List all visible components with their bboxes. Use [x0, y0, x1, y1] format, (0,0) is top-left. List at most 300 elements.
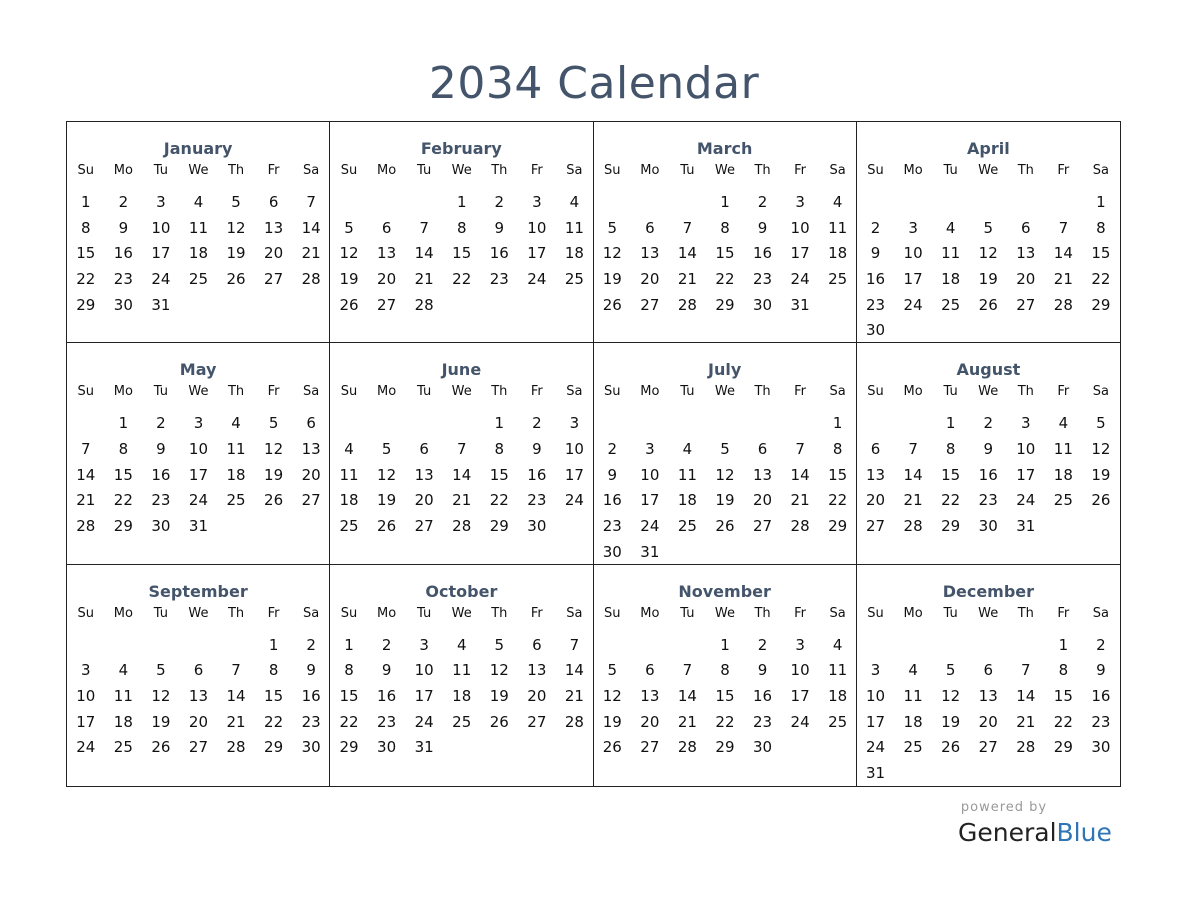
date-cell: 27: [865, 517, 886, 536]
empty-cell: [631, 411, 669, 437]
date-cell: 21: [677, 270, 697, 289]
date-cell: 9: [381, 661, 392, 680]
date-cell: 5: [1096, 414, 1106, 433]
date-cell: 25: [1053, 491, 1073, 510]
date-cell: 22: [489, 491, 509, 510]
empty-cell: [857, 411, 895, 437]
weekday-label: Mo: [903, 163, 923, 178]
date-cell: 14: [301, 218, 321, 237]
month-name: November: [678, 581, 771, 601]
weekday-label: Su: [867, 384, 884, 400]
calendar-grid: [66, 121, 1121, 787]
date-cell: 4: [344, 440, 354, 459]
date-cell: 30: [301, 738, 321, 757]
date-cell: 16: [602, 491, 622, 510]
date-cell: 8: [456, 218, 467, 237]
date-cell: 2: [870, 218, 881, 237]
weekday-label: Tu: [943, 163, 958, 178]
month-march: [594, 122, 857, 343]
date-cell: 21: [414, 270, 434, 289]
date-cell: 5: [156, 661, 166, 680]
date-cell: 1: [945, 414, 956, 433]
date-cell: 19: [715, 491, 735, 510]
empty-cell: [894, 633, 932, 659]
date-cell: 5: [381, 440, 392, 459]
date-cell: 21: [301, 244, 321, 263]
date-cell: 3: [795, 193, 805, 211]
month-september: [67, 565, 330, 786]
date-cell: 27: [640, 295, 660, 314]
date-cell: 18: [828, 687, 848, 706]
date-cell: 23: [865, 295, 886, 314]
weekday-label: Fr: [1057, 605, 1070, 621]
date-cell: 19: [489, 687, 509, 706]
date-cell: 17: [151, 244, 171, 263]
date-cell: 10: [865, 687, 886, 706]
date-cell: 8: [832, 440, 843, 459]
date-cell: 22: [941, 491, 961, 510]
date-cell: 12: [489, 661, 509, 680]
date-cell: 26: [226, 270, 246, 289]
date-cell: 10: [1016, 440, 1036, 459]
weekday-label: Th: [491, 605, 508, 621]
date-cell: 19: [978, 270, 998, 289]
weekday-label: Sa: [566, 163, 583, 178]
month-name: October: [425, 581, 498, 601]
date-cell: 25: [828, 270, 848, 289]
empty-cell: [1045, 190, 1083, 216]
date-cell: 21: [1053, 270, 1073, 289]
weekday-label: Sa: [829, 605, 846, 621]
weekday-label: Tu: [153, 163, 169, 178]
date-cell: 17: [903, 270, 923, 289]
date-cell: 2: [757, 193, 768, 211]
date-cell: 30: [752, 738, 773, 757]
date-cell: 24: [790, 712, 810, 731]
date-cell: 31: [640, 542, 660, 561]
date-cell: 24: [76, 738, 96, 757]
month-name: February: [420, 139, 502, 158]
date-cell: 14: [76, 465, 96, 484]
date-cell: 13: [640, 244, 660, 263]
date-cell: 3: [81, 661, 91, 680]
date-cell: 21: [564, 687, 584, 706]
date-cell: 13: [752, 465, 773, 484]
date-cell: 18: [1053, 465, 1073, 484]
date-cell: 26: [264, 491, 284, 510]
date-cell: 4: [945, 218, 956, 237]
date-cell: 27: [414, 517, 434, 536]
date-cell: 5: [607, 661, 618, 680]
weekday-label: Mo: [640, 384, 660, 400]
weekday-label: Su: [340, 605, 358, 621]
month-may: [67, 343, 330, 564]
date-cell: 2: [607, 440, 618, 459]
date-cell: 27: [527, 712, 547, 731]
date-cell: 4: [118, 661, 129, 680]
date-cell: 14: [452, 465, 472, 484]
weekday-label: Fr: [1057, 163, 1070, 178]
date-cell: 9: [1096, 661, 1106, 680]
date-cell: 24: [903, 295, 923, 314]
date-cell: 30: [527, 517, 547, 536]
date-cell: 26: [978, 295, 998, 314]
date-cell: 8: [1096, 218, 1106, 237]
weekday-header: [594, 163, 857, 178]
date-cell: 23: [151, 491, 171, 510]
weekday-label: Mo: [377, 605, 397, 621]
date-cell: 7: [569, 635, 580, 654]
date-cell: 7: [795, 440, 805, 459]
date-cell: 29: [489, 517, 509, 536]
date-cell: 18: [113, 712, 133, 731]
date-cell: 10: [903, 244, 923, 263]
date-cell: 7: [1058, 218, 1069, 237]
weekday-label: Su: [77, 605, 95, 621]
date-grid: [857, 633, 1120, 787]
date-cell: 16: [1091, 687, 1111, 706]
weekday-header: [67, 384, 330, 399]
date-cell: 25: [226, 491, 246, 510]
date-cell: 5: [268, 414, 279, 433]
date-cell: 13: [865, 465, 886, 484]
date-cell: 11: [941, 244, 961, 263]
weekday-label: Th: [1017, 384, 1034, 400]
date-cell: 22: [113, 491, 133, 510]
date-cell: 17: [414, 687, 434, 706]
date-cell: 28: [903, 517, 923, 536]
weekday-label: Su: [867, 605, 884, 621]
date-cell: 6: [645, 218, 655, 237]
date-cell: 21: [677, 712, 697, 731]
date-cell: 10: [564, 440, 584, 459]
month-january: [67, 122, 330, 343]
date-cell: 17: [640, 491, 660, 510]
empty-cell: [142, 633, 180, 659]
date-cell: 8: [81, 218, 91, 237]
weekday-header: [857, 606, 1120, 621]
month-name: June: [441, 360, 482, 380]
date-cell: 4: [569, 193, 580, 211]
date-cell: 12: [1091, 440, 1111, 459]
date-cell: 11: [903, 687, 923, 706]
date-cell: 30: [752, 295, 773, 314]
empty-cell: [706, 411, 744, 437]
date-cell: 29: [715, 295, 735, 314]
empty-cell: [669, 633, 707, 659]
date-cell: 1: [832, 414, 843, 433]
weekday-label: Th: [1017, 163, 1034, 178]
weekday-label: Th: [491, 384, 508, 400]
date-grid: [330, 411, 593, 539]
date-cell: 29: [715, 738, 735, 757]
date-cell: 28: [226, 738, 246, 757]
weekday-label: Su: [340, 384, 358, 400]
date-cell: 2: [494, 193, 505, 211]
date-cell: 3: [532, 193, 542, 211]
date-cell: 3: [156, 193, 166, 211]
date-cell: 11: [188, 218, 209, 237]
date-cell: 22: [715, 270, 735, 289]
date-cell: 27: [640, 738, 660, 757]
date-cell: 7: [419, 218, 429, 237]
month-name: September: [148, 581, 248, 601]
date-cell: 6: [381, 218, 392, 237]
date-cell: 24: [865, 738, 886, 757]
date-cell: 25: [903, 738, 923, 757]
month-november: [594, 565, 857, 786]
generalblue-logo[interactable]: [958, 818, 1112, 847]
date-grid: [857, 190, 1120, 344]
date-cell: 23: [301, 712, 321, 731]
date-cell: 9: [870, 244, 881, 263]
weekday-label: Tu: [153, 384, 169, 400]
date-cell: 22: [452, 270, 472, 289]
date-cell: 20: [301, 465, 321, 484]
weekday-label: Th: [227, 384, 245, 400]
date-cell: 11: [828, 218, 848, 237]
date-cell: 1: [720, 635, 730, 654]
date-cell: 3: [1021, 414, 1031, 433]
date-cell: 25: [941, 295, 961, 314]
date-cell: 6: [532, 635, 542, 654]
date-cell: 5: [231, 193, 241, 211]
date-cell: 22: [1053, 712, 1073, 731]
date-cell: 26: [151, 738, 171, 757]
date-cell: 30: [865, 321, 886, 340]
date-cell: 27: [188, 738, 209, 757]
date-cell: 31: [188, 517, 209, 536]
empty-cell: [67, 633, 105, 659]
month-august: [857, 343, 1120, 564]
empty-cell: [594, 633, 632, 659]
date-cell: 8: [720, 218, 730, 237]
date-cell: 16: [752, 244, 773, 263]
date-cell: 24: [1016, 491, 1036, 510]
date-cell: 7: [682, 218, 693, 237]
date-cell: 13: [301, 440, 321, 459]
date-cell: 25: [677, 517, 697, 536]
date-cell: 29: [339, 738, 359, 757]
empty-cell: [443, 411, 481, 437]
date-cell: 13: [527, 661, 547, 680]
date-cell: 22: [264, 712, 284, 731]
date-cell: 6: [306, 414, 316, 433]
date-cell: 8: [344, 661, 354, 680]
weekday-header: [330, 163, 593, 178]
weekday-label: We: [978, 163, 999, 178]
weekday-label: Tu: [417, 163, 432, 178]
date-cell: 14: [1053, 244, 1073, 263]
date-cell: 5: [607, 218, 618, 237]
empty-cell: [330, 411, 368, 437]
date-cell: 28: [414, 295, 434, 314]
empty-cell: [1007, 633, 1045, 659]
date-cell: 17: [865, 712, 886, 731]
date-cell: 31: [1016, 517, 1036, 536]
date-cell: 6: [983, 661, 993, 680]
empty-cell: [669, 411, 707, 437]
empty-cell: [368, 190, 406, 216]
empty-cell: [669, 190, 707, 216]
weekday-label: Tu: [417, 384, 432, 400]
weekday-header: [857, 384, 1120, 399]
date-cell: 23: [527, 491, 547, 510]
month-july: [594, 343, 857, 564]
page-title: 2034 Calendar: [428, 58, 760, 109]
date-cell: 2: [381, 635, 392, 654]
weekday-label: Su: [77, 163, 95, 178]
weekday-label: Tu: [680, 605, 695, 621]
date-cell: 11: [452, 661, 472, 680]
date-cell: 3: [193, 414, 204, 433]
date-cell: 19: [941, 712, 961, 731]
date-cell: 12: [339, 244, 359, 263]
date-cell: 29: [76, 295, 96, 314]
date-cell: 11: [677, 465, 697, 484]
date-cell: 27: [978, 738, 998, 757]
weekday-label: Mo: [113, 163, 133, 178]
date-cell: 7: [306, 193, 316, 211]
weekday-label: Fr: [794, 605, 807, 621]
date-cell: 4: [231, 414, 241, 433]
date-cell: 21: [76, 491, 96, 510]
date-grid: [857, 411, 1120, 539]
weekday-label: We: [978, 384, 999, 400]
empty-cell: [631, 633, 669, 659]
date-cell: 19: [339, 270, 359, 289]
date-cell: 19: [264, 465, 284, 484]
date-cell: 29: [828, 517, 848, 536]
date-cell: 21: [903, 491, 923, 510]
date-cell: 3: [908, 218, 918, 237]
date-cell: 13: [188, 687, 209, 706]
date-cell: 23: [113, 270, 133, 289]
date-cell: 23: [602, 517, 622, 536]
date-cell: 18: [677, 491, 697, 510]
date-cell: 23: [752, 270, 773, 289]
date-cell: 10: [790, 661, 810, 680]
date-cell: 24: [640, 517, 660, 536]
date-cell: 18: [339, 491, 359, 510]
date-cell: 8: [118, 440, 129, 459]
empty-cell: [405, 411, 443, 437]
date-cell: 16: [113, 244, 133, 263]
date-cell: 7: [682, 661, 693, 680]
date-cell: 16: [752, 687, 773, 706]
date-cell: 4: [832, 193, 843, 211]
date-cell: 22: [76, 270, 96, 289]
date-cell: 5: [983, 218, 993, 237]
date-cell: 16: [301, 687, 321, 706]
date-cell: 8: [945, 440, 956, 459]
date-cell: 26: [489, 712, 509, 731]
date-cell: 12: [602, 687, 622, 706]
empty-cell: [594, 190, 632, 216]
weekday-label: Su: [867, 163, 884, 178]
date-cell: 1: [720, 193, 730, 211]
weekday-label: Mo: [903, 384, 923, 400]
weekday-header: [330, 384, 593, 399]
date-cell: 14: [226, 687, 246, 706]
weekday-label: Tu: [153, 605, 169, 621]
date-cell: 31: [414, 738, 434, 757]
date-cell: 11: [339, 465, 359, 484]
date-cell: 17: [76, 712, 96, 731]
date-cell: 31: [790, 295, 810, 314]
date-cell: 5: [344, 218, 354, 237]
month-name: January: [163, 139, 233, 158]
empty-cell: [631, 190, 669, 216]
empty-cell: [894, 411, 932, 437]
weekday-label: We: [714, 605, 736, 621]
date-cell: 21: [226, 712, 246, 731]
empty-cell: [330, 190, 368, 216]
weekday-label: Th: [754, 605, 771, 621]
date-cell: 9: [757, 661, 768, 680]
month-name: December: [942, 581, 1035, 601]
empty-cell: [217, 633, 255, 659]
date-cell: 1: [344, 635, 354, 654]
empty-cell: [180, 633, 218, 659]
date-cell: 31: [151, 295, 171, 314]
weekday-header: [67, 163, 330, 178]
date-cell: 7: [1021, 661, 1031, 680]
weekday-label: Mo: [640, 163, 660, 178]
date-cell: 15: [1053, 687, 1073, 706]
date-cell: 18: [188, 244, 209, 263]
weekday-label: Tu: [943, 605, 958, 621]
date-cell: 15: [1091, 244, 1111, 263]
date-cell: 24: [790, 270, 810, 289]
date-cell: 8: [720, 661, 730, 680]
date-cell: 15: [264, 687, 284, 706]
weekday-label: We: [188, 163, 209, 178]
date-cell: 30: [1091, 738, 1111, 757]
weekday-label: We: [978, 605, 999, 621]
date-cell: 16: [978, 465, 998, 484]
date-cell: 18: [564, 244, 584, 263]
weekday-header: [67, 606, 330, 621]
date-cell: 1: [1096, 193, 1106, 211]
date-cell: 30: [602, 542, 622, 561]
date-cell: 23: [978, 491, 998, 510]
date-cell: 1: [268, 635, 279, 654]
date-cell: 2: [983, 414, 993, 433]
date-cell: 17: [790, 687, 810, 706]
weekday-label: Fr: [267, 605, 280, 621]
date-cell: 6: [1021, 218, 1031, 237]
weekday-label: Mo: [640, 605, 660, 621]
date-cell: 6: [870, 440, 881, 459]
month-december: [857, 565, 1120, 786]
weekday-label: Sa: [829, 163, 846, 178]
month-april: [857, 122, 1120, 343]
date-cell: 5: [945, 661, 956, 680]
date-cell: 4: [832, 635, 843, 654]
date-grid: [67, 633, 330, 761]
date-cell: 17: [188, 465, 209, 484]
empty-cell: [105, 633, 143, 659]
date-cell: 3: [645, 440, 655, 459]
date-cell: 26: [602, 738, 622, 757]
date-cell: 27: [752, 517, 773, 536]
date-cell: 2: [118, 193, 129, 211]
date-cell: 28: [76, 517, 96, 536]
weekday-label: Mo: [377, 163, 397, 178]
empty-cell: [781, 411, 819, 437]
weekday-label: Sa: [303, 605, 320, 621]
